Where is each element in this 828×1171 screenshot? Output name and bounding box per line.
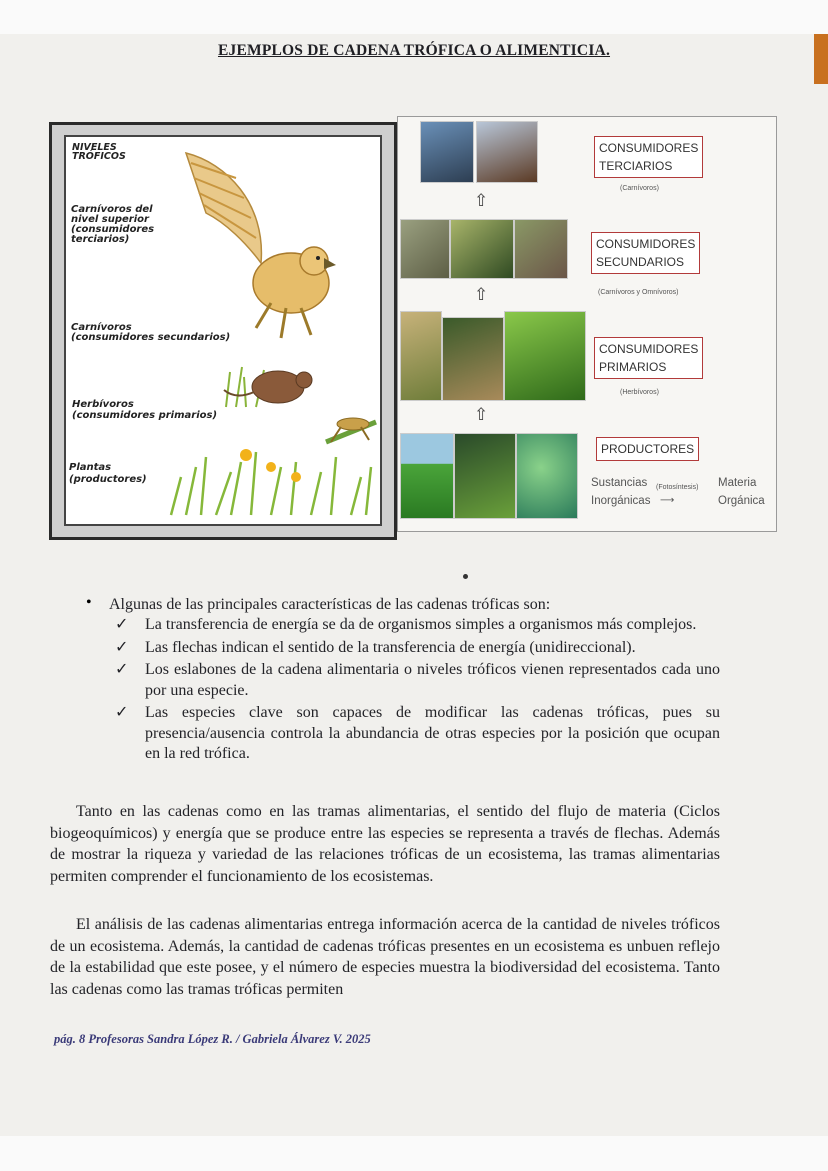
page-footer: pág. 8 Profesoras Sandra López R. / Gabriela Álvarez V. 2025 <box>54 1032 371 1046</box>
check-icon: ✓ <box>115 616 129 633</box>
secondary-consumers-sub: (Carnívoros y Omnívoros) <box>598 289 679 296</box>
list-item-text: Las flechas indican el sentido de la transferencia de energía (unidireccional). <box>145 638 636 656</box>
tertiary-consumers-sub: (Carnívoros) <box>620 185 659 192</box>
heading-line: NIVELES <box>72 142 117 153</box>
label-line: Plantas <box>69 462 112 473</box>
hawk-illustration <box>166 143 346 343</box>
levels-heading <box>72 143 126 161</box>
label-line: Orgánica <box>718 495 765 507</box>
producers-box <box>596 437 699 461</box>
check-icon: ✓ <box>115 661 129 678</box>
bullet-icon: • <box>86 594 92 611</box>
gazelle-photo <box>400 311 442 401</box>
boar-photo <box>514 219 568 279</box>
eagle-photo <box>420 121 474 183</box>
level-primary-label <box>72 399 217 421</box>
check-icon: ✓ <box>115 638 129 656</box>
paragraph: Tanto en las cadenas como en las tramas alimentarias, el sentido del flujo de materia (Ciclos biogeoquímicos) y energía que se produce entre las especies se representa a través de flechas. Además de mostrar la riqueza y variedad de las relaciones tróficas de un ecosistema, las tramas alimentarias permiten comprender el funcionamiento de los ecosistemas. <box>50 803 720 885</box>
box-line: SECUNDARIOS <box>596 255 685 269</box>
tertiary-consumers-box <box>594 136 703 178</box>
box-line: TERCIARIOS <box>599 159 673 173</box>
label-line: Inorgánicas <box>591 495 651 507</box>
box-line: PRODUCTORES <box>601 442 695 456</box>
hawk-photo <box>476 121 538 183</box>
label-line: Herbívoros <box>72 399 134 410</box>
arrow-up-icon: ⇧ <box>474 191 489 211</box>
paragraph: El análisis de las cadenas alimentarias entrega información acerca de la cantidad de niveles tróficos de un ecosistema. Además, la cantidad de cadenas tróficas presentes en un ecosistema es unbuen reflejo de la estabilidad que este posee, y el número de especies muestra la biodiversidad del ecosistema. Tanto las cadenas como las tramas tróficas permiten <box>50 916 720 998</box>
trophic-levels-figure <box>49 122 397 540</box>
primary-consumers-box <box>594 337 703 379</box>
label-line: nivel superior <box>71 214 149 225</box>
box-line: CONSUMIDORES <box>599 342 699 356</box>
list-item <box>115 703 720 765</box>
aquatic-plant-photo <box>454 433 516 519</box>
page-top-margin <box>0 0 828 34</box>
label-line: Carnívoros <box>71 322 132 333</box>
page-title: EJEMPLOS DE CADENA TRÓFICA O ALIMENTICIA. <box>217 42 611 59</box>
label-line: terciarios) <box>71 234 130 245</box>
label-line: Materia <box>718 477 757 489</box>
label-line: (productores) <box>69 474 147 485</box>
separator-dot <box>463 574 468 579</box>
heading-line: TRÓFICOS <box>72 151 126 162</box>
frog-photo <box>450 219 514 279</box>
label-line: (consumidores <box>71 224 155 235</box>
trophic-levels-panel <box>64 135 382 526</box>
arrow-up-icon: ⇧ <box>474 285 489 305</box>
list-item <box>115 638 720 659</box>
mouse-photo <box>400 219 450 279</box>
inorganic-label <box>591 474 650 510</box>
snail-photo <box>442 317 504 401</box>
list-item <box>115 660 720 701</box>
rodent-illustration <box>216 342 336 412</box>
grass-photo <box>400 433 454 519</box>
secondary-consumers-box <box>591 232 700 274</box>
label-line: (consumidores secundarios) <box>71 332 231 343</box>
algae-photo <box>516 433 578 519</box>
list-item-text: Los eslabones de la cadena alimentaria o niveles tróficos vienen representados cada uno por una especie. <box>145 661 720 699</box>
check-icon: ✓ <box>115 704 129 721</box>
label-line: (consumidores primarios) <box>72 410 218 421</box>
characteristics-intro: Algunas de las principales características de las cadenas tróficas son: <box>109 596 551 613</box>
box-line: PRIMARIOS <box>599 360 667 374</box>
photosynthesis-label: (Fotosíntesis) <box>656 484 699 491</box>
level-tertiary-label <box>71 205 154 245</box>
box-line: CONSUMIDORES <box>596 237 696 251</box>
page-bottom-margin <box>0 1136 828 1171</box>
list-item-text: Las especies clave son capaces de modificar las cadenas tróficas, pues su presencia/ausencia controla la abundancia de otras especies por la posición que ocupan en la red trófica. <box>145 704 720 762</box>
primary-consumers-sub: (Herbívoros) <box>620 389 659 396</box>
list-item-text: La transferencia de energía se da de organismos simples a organismos más complejos. <box>145 616 697 633</box>
arrow-right-icon: ⟶ <box>660 495 675 506</box>
label-line: Carnívoros del <box>71 204 153 215</box>
level-producers-label <box>69 462 147 486</box>
list-item <box>115 615 720 636</box>
organic-label <box>718 474 765 510</box>
plants-illustration <box>161 437 376 517</box>
insect-leaf-photo <box>504 311 586 401</box>
box-line: CONSUMIDORES <box>599 141 699 155</box>
characteristics-list <box>115 615 720 767</box>
arrow-up-icon: ⇧ <box>474 405 489 425</box>
food-chain-photos-figure <box>397 116 777 532</box>
label-line: Sustancias <box>591 477 648 489</box>
